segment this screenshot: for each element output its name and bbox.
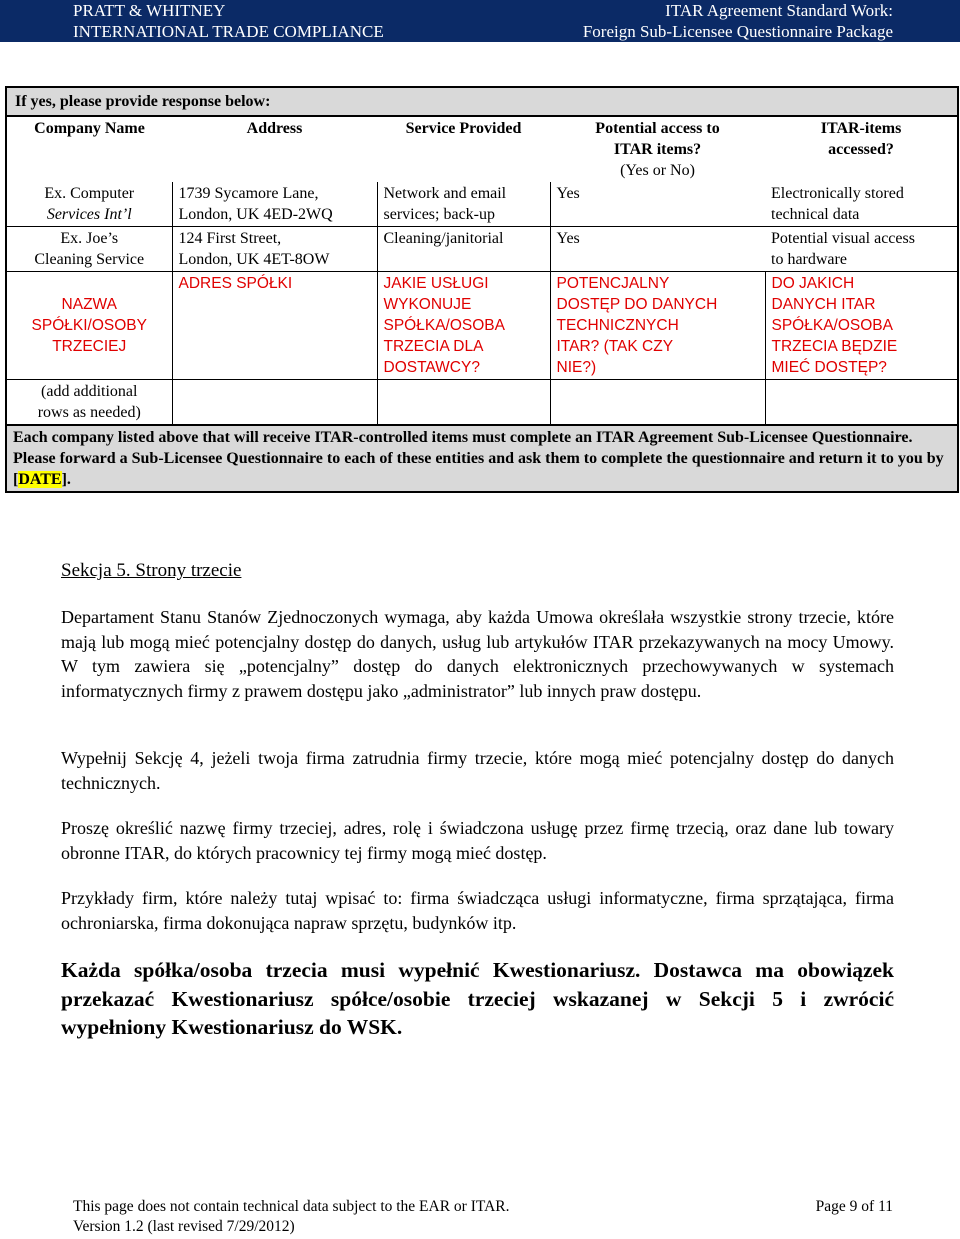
col-access: Potential access to ITAR items? (Yes or No) [595,120,720,179]
address-cell: 124 First Street, London, UK 4ET-8OW [172,227,377,272]
third-party-table [5,86,959,493]
date-placeholder: DATE [18,471,62,488]
table-prompt: If yes, please provide response below: [6,87,958,116]
header-company: PRATT & WHITNEY [73,1,226,20]
items-cell: Electronically stored technical data [765,182,958,227]
page-header [0,0,960,42]
table-row [6,227,958,272]
section-paragraph-4: Przykłady firm, które należy tutaj wpisać to: firma świadcząca usługi informatyczne, firma sprzątająca, firma ochroniarska, firma dokonująca napraw sprzętu, budynków itp. [61,888,894,933]
service-cell: Cleaning/janitorial [377,227,550,272]
address-cell [172,380,377,426]
page-number: Page 9 of 11 [815,1198,893,1215]
table-row [6,182,958,227]
col-items-accessed: ITAR-items accessed? [765,116,958,182]
table-row [6,272,958,380]
items-cell [765,380,958,426]
header-department: INTERNATIONAL TRADE COMPLIANCE [73,22,384,41]
table-header-row [6,116,958,182]
col-company-name: Company Name [6,116,172,182]
items-cell: DO JAKICH DANYCH ITAR SPÓŁKA/OSOBA TRZECIA BĘDZIE MIEĆ DOSTĘP? [765,272,958,380]
table-row [6,380,958,426]
company-cell: (add additional rows as needed) [6,380,172,426]
table-note: Each company listed above that will receive ITAR-controlled items must complete an ITAR Agreement Sub-Licensee Questionnaire. Please forward a Sub-Licensee Questionnaire to each of these entities and ask them to complete the questionnaire and return it to you by [DATE]. [6,425,958,492]
col-service: Service Provided [405,120,522,137]
access-cell: Yes [550,227,765,272]
header-right [583,0,893,42]
address-cell: ADRES SPÓŁKI [172,272,377,380]
access-cell: POTENCJALNY DOSTĘP DO DANYCH TECHNICZNYCH ITAR? (TAK CZY NIE?) [550,272,765,380]
service-cell [377,380,550,426]
header-left [73,0,384,42]
company-cell: NAZWA SPÓŁKI/OSOBY TRZECIEJ [6,272,172,380]
service-cell: Network and email services; back-up [377,182,550,227]
service-cell: JAKIE USŁUGI WYKONUJE SPÓŁKA/OSOBA TRZECIA DLA DOSTAWCY? [377,272,550,380]
company-cell: Ex. Joe’s Cleaning Service [6,227,172,272]
footer-version: Version 1.2 (last revised 7/29/2012) [73,1218,295,1235]
company-cell: Ex. Computer Services Int’l [6,182,172,227]
header-doc-title: ITAR Agreement Standard Work: [665,1,893,20]
section-title: Sekcja 5. Strony trzecie [61,560,242,581]
section-paragraph-3: Proszę określić nazwę firmy trzeciej, adres, rolę i świadczona usługę przez firmę trzecią, oraz dane lub towary obronne ITAR, do których pracownicy tej firmy mogą mieć dostęp. [61,818,894,863]
address-cell: 1739 Sycamore Lane, London, UK 4ED-2WQ [172,182,377,227]
section-paragraph-2: Wypełnij Sekcję 4, jeżeli twoja firma zatrudnia firmy trzecie, które mogą mieć potencjalny dostęp do danych technicznych. [61,748,894,793]
section-paragraph-bold: Każda spółka/osoba trzecia musi wypełnić Kwestionariusz. Dostawca ma obowiązek przekazać Kwestionariusz spółce/osobie trzeciej wskazanej w Sekcji 5 i zwrócić wypełniony Kwestionariusz do WSK. [61,958,894,1039]
header-doc-subtitle: Foreign Sub-Licensee Questionnaire Package [582,22,893,41]
page-footer [73,1197,893,1237]
access-cell [550,380,765,426]
access-cell: Yes [556,185,580,202]
footer-disclaimer: This page does not contain technical data subject to the EAR or ITAR. [73,1198,510,1215]
items-cell: Potential visual access to hardware [765,227,958,272]
col-address: Address [246,120,303,137]
section-paragraph-1: Departament Stanu Stanów Zjednoczonych wymaga, aby każda Umowa określała wszystkie strony trzecie, które mają lub mogą mieć potencjalny dostęp do danych, usług lub artykułów ITAR przekazywanych na mocy Umowy. W tym zawiera się „potencjalny” dostęp do danych elektronicznych przechowywanych w systemach informatycznych firmy z prawem dostępu jako „administrator” lub innych praw dostępu. [61,607,894,701]
